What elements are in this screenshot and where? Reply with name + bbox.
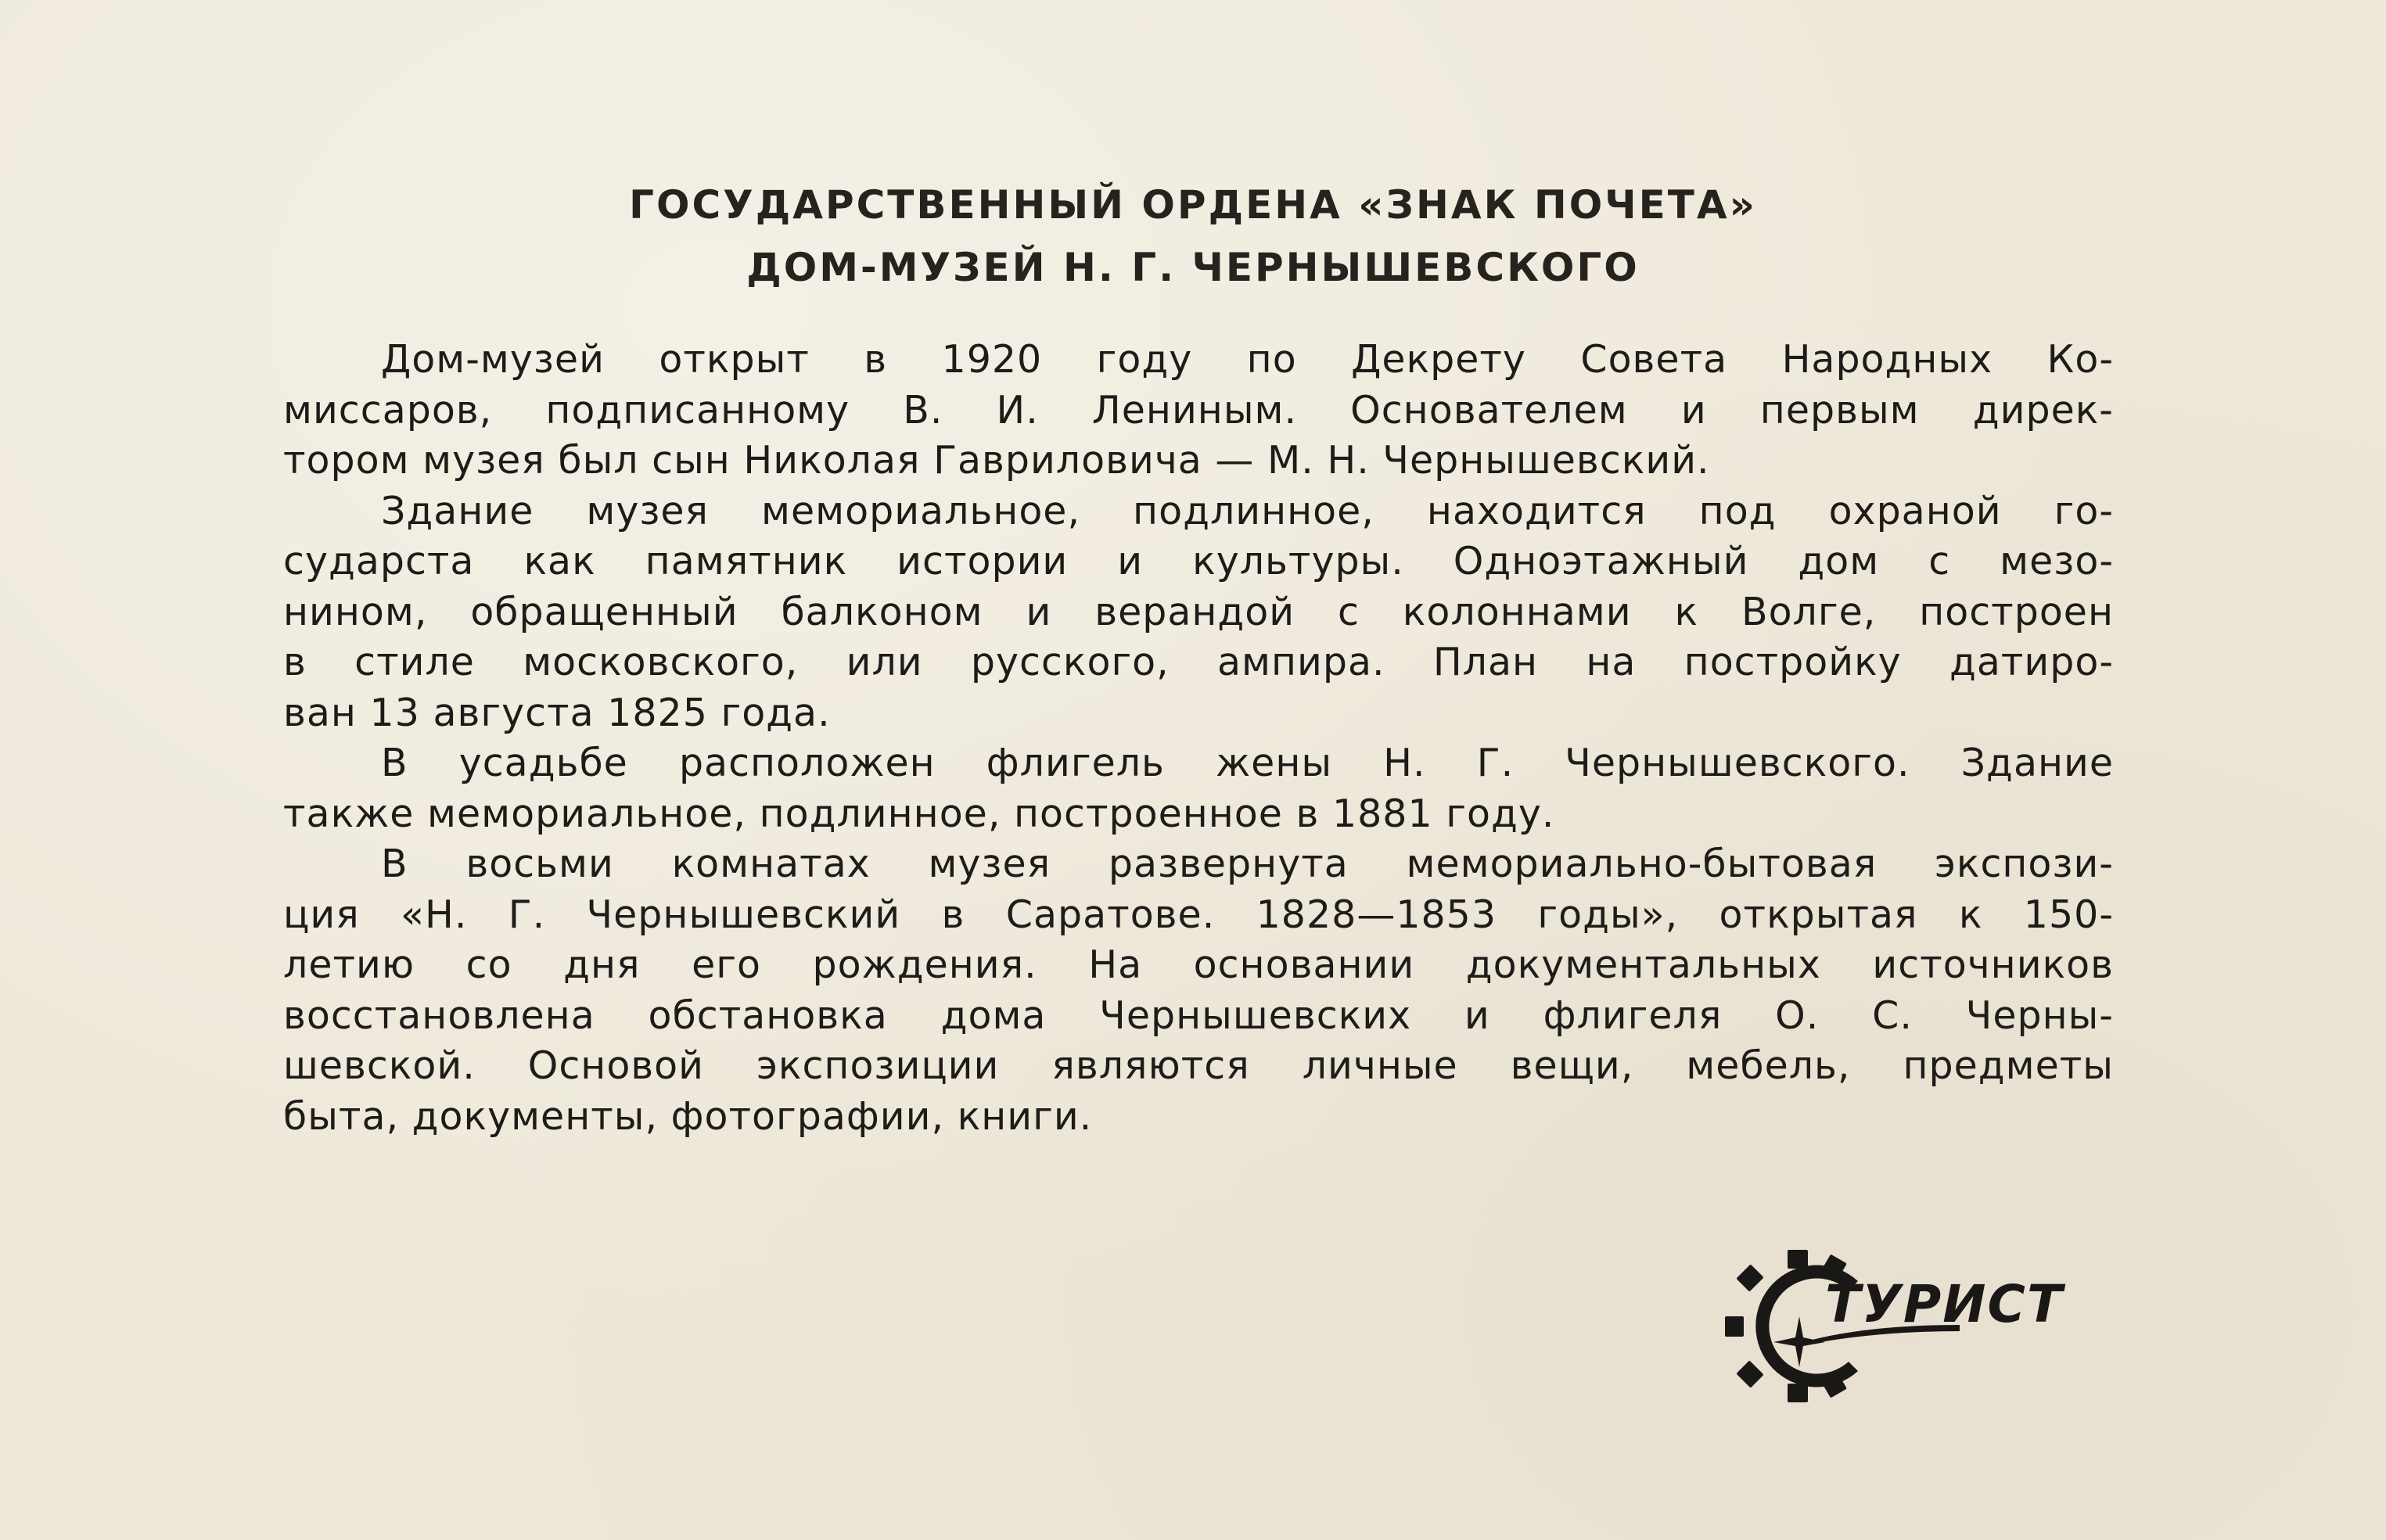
text-line: нином, обращенный балконом и верандой с колоннами к Волге, построен [283,589,2114,634]
paragraph-building [283,486,2114,739]
text-line: ция «Н. Г. Чернышевский в Саратове. 1828—1853 годы», открытая к 150- [283,892,2114,937]
paragraph-exposition [283,839,2114,1142]
text-line: ван 13 августа 1825 года. [283,690,831,735]
museum-title-line-1: ГОСУДАРСТВЕННЫЙ ОРДЕНА «ЗНАК ПОЧЕТА» [629,182,1757,228]
text-line: Здание музея мемориальное, подлинное, находится под охраной го- [381,488,2114,533]
text-line: быта, документы, фотографии, книги. [283,1093,1093,1139]
turist-publisher-logo [1725,1250,2085,1402]
text-line: миссаров, подписанному В. И. Лениным. Основателем и первым дирек- [283,387,2114,433]
text-line: тором музея был сын Николая Гавриловича — М. Н. Чернышевский. [283,438,1710,483]
text-line: шевской. Основой экспозиции являются личные вещи, мебель, предметы [283,1043,2114,1088]
text-line: также мемориальное, подлинное, построенное в 1881 году. [283,791,1555,836]
text-line: В усадьбе расположен флигель жены Н. Г. Чернышевского. Здание [381,741,2114,785]
logo-text: ТУРИСТ [1825,1274,2064,1334]
paragraph-wing [283,738,2114,839]
paragraph-founding [283,335,2114,486]
text-line: в стиле московского, или русского, ампира. План на постройку датиро- [283,640,2114,684]
museum-description [283,335,2114,1142]
museum-title-line-2: ДОМ-МУЗЕЙ Н. Г. ЧЕРНЫШЕВСКОГО [746,245,1640,290]
text-line: сударста как памятник истории и культуры. Одноэтажный дом с мезо- [283,539,2114,583]
text-line: восстановлена обстановка дома Чернышевских и флигеля О. С. Черны- [283,993,2114,1038]
text-line: Дом-музей открыт в 1920 году по Декрету Совета Народных Ко- [381,337,2114,382]
text-line: В восьми комнатах музея развернута мемориально-бытовая экспози- [381,842,2114,886]
text-line: летию со дня его рождения. На основании документальных источников [283,942,2114,987]
gear-star-logo-icon [1725,1250,2085,1402]
